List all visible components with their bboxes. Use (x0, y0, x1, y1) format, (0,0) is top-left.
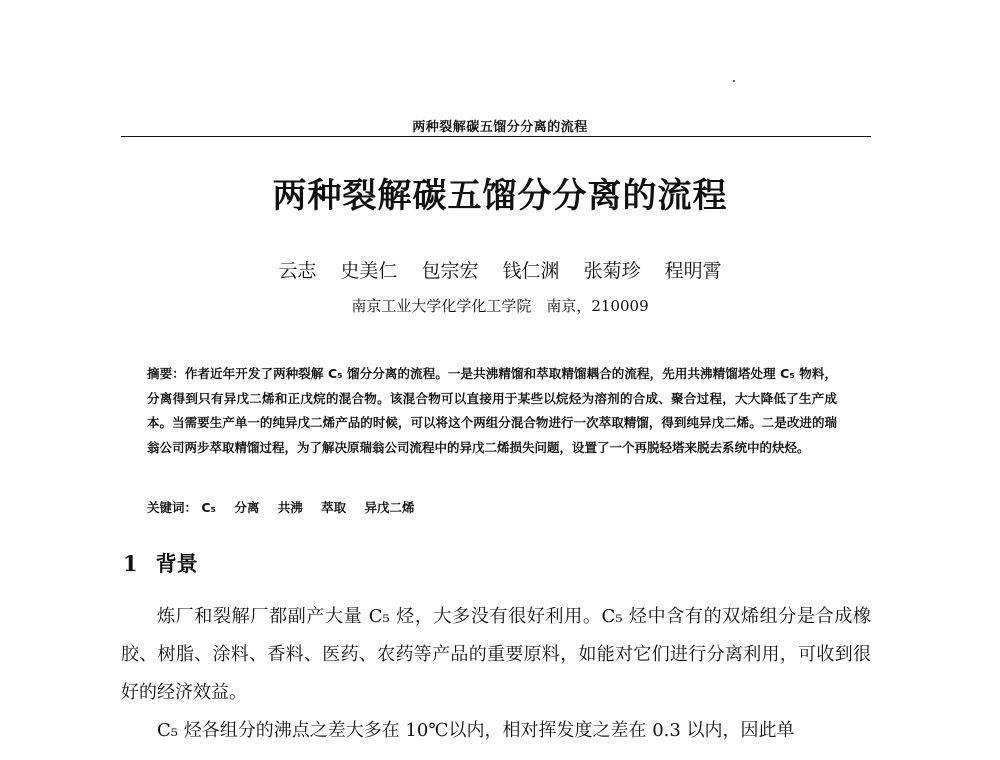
author: 程明霄 (664, 260, 722, 282)
paper-title: 两种裂解碳五馏分分离的流程 (272, 176, 728, 216)
keywords (147, 498, 837, 516)
body-paragraph: C₅ 烃各组分的沸点之差大多在 10℃以内，相对挥发度之差在 0.3 以内，因此单 (157, 720, 795, 741)
header-rule (121, 136, 871, 137)
author: 史美仁 (340, 260, 398, 282)
keyword: 萃取 (321, 500, 347, 515)
body-text (121, 598, 871, 750)
author: 钱仁渊 (502, 260, 560, 282)
abstract-text: 作者近年开发了两种裂解 C₅ 馏分分离的流程。一是共沸精馏和萃取精馏耦合的流程，先用共沸精馏塔处理 C₅ 物料，分离得到只有异戊二烯和正戊烷的混合物。该混合物可以直接用于某些以烷烃为溶剂的合成、聚合过程，大大降低了生产成本。当需要生产单一的纯异戊二烯产品的时候，可以将这个两组分混合物进行一次萃取精馏，得到纯异戊二烯。二是改进的瑞翁公司两步萃取精馏过程，为了解决原瑞翁公司流程中的异戊二烯损失问题，设置了一个再脱轻塔来脱去系统中的炔烃。 (147, 366, 837, 455)
author: 云志 (278, 260, 317, 282)
author: 张菊珍 (583, 260, 641, 282)
keyword: 分离 (234, 500, 260, 515)
body-paragraph: 炼厂和裂解厂都副产大量 C₅ 烃，大多没有很好利用。C₅ 烃中含有的双烯组分是合成橡胶、树脂、涂料、香料、医药、农药等产品的重要原料，如能对它们进行分离利用，可收到很好的经济效益。 (121, 606, 871, 703)
section-title: 背景 (155, 551, 198, 576)
author: 包宗宏 (421, 260, 479, 282)
scan-speck (733, 80, 735, 82)
affiliation: 南京工业大学化学化工学院 南京，210009 (351, 297, 649, 315)
section-number: 1 (123, 551, 138, 576)
abstract (147, 362, 837, 460)
author-list (0, 256, 1000, 283)
keywords-label: 关键词： (147, 500, 198, 515)
keyword: 异戊二烯 (364, 500, 415, 515)
section-heading (123, 548, 198, 578)
abstract-label: 摘要： (147, 366, 185, 381)
keyword: 共沸 (277, 500, 303, 515)
keyword: C₅ (201, 500, 217, 515)
running-header: 两种裂解碳五馏分分离的流程 (412, 120, 588, 135)
